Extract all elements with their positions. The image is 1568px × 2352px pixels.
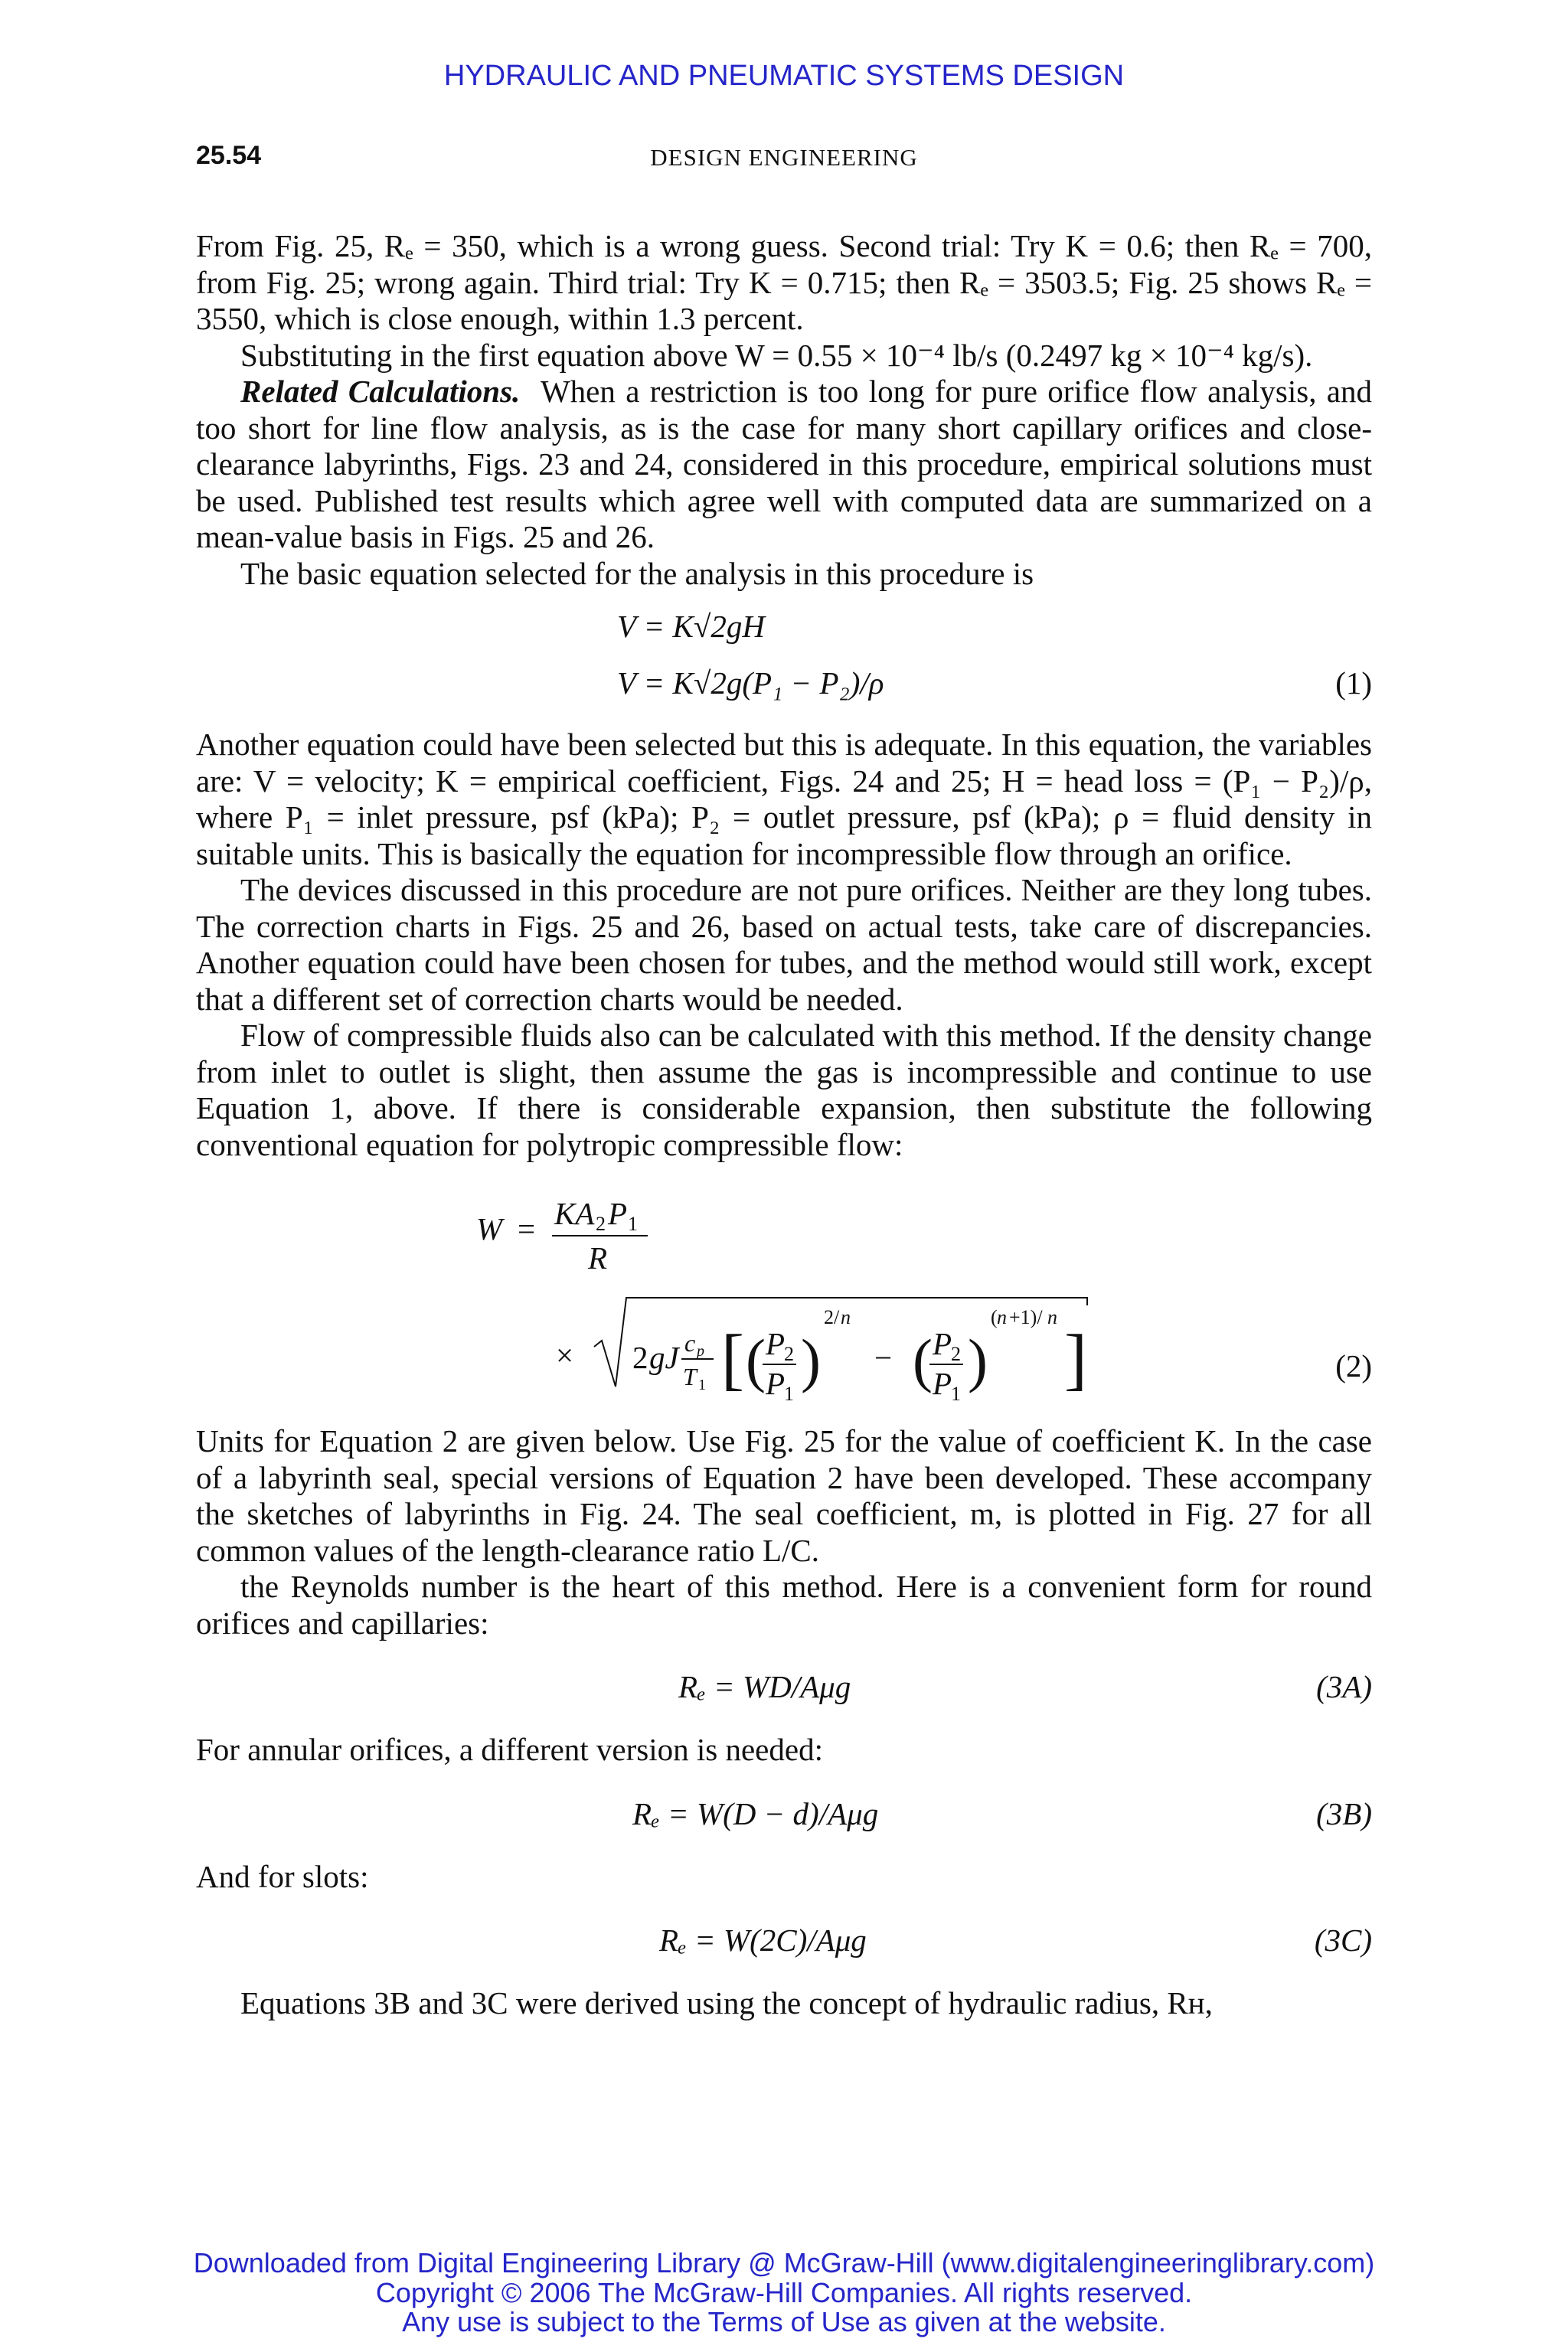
equation-1: [196, 662, 1372, 727]
svg-text:1: 1: [784, 1383, 794, 1405]
equation-2: [196, 1163, 1372, 1423]
svg-text:1: 1: [698, 1377, 706, 1393]
svg-text:×: ×: [556, 1338, 574, 1373]
equation-3b: [196, 1769, 1372, 1859]
svg-text:): ): [801, 1327, 821, 1393]
equation-text: V = K√2gH: [617, 609, 765, 644]
paragraph-reynolds: the Reynolds number is the heart of this method. Here is a convenient form for round orifices and capillaries:: [196, 1569, 1372, 1641]
equation-text: Rₑ = W(D − d)/Aμg: [632, 1795, 879, 1831]
svg-text:P: P: [766, 1366, 786, 1401]
svg-text:KA: KA: [554, 1196, 595, 1231]
svg-text:+1)/: +1)/: [1009, 1306, 1043, 1328]
footer-download-link[interactable]: Downloaded from Digital Engineering Library @ McGraw-Hill (www.digitalengineeringlibrary.com): [193, 2247, 1375, 2278]
svg-text:n: n: [1047, 1306, 1057, 1328]
equation-text: Rₑ = WD/Aμg: [678, 1669, 851, 1704]
equation-text: V = K√2g(P₁ − P₂)/ρ: [617, 665, 884, 701]
equation-text: Rₑ = W(2C)/Aμg: [659, 1922, 867, 1958]
paragraph-basic-equation: The basic equation selected for the analysis in this procedure is: [240, 555, 1034, 591]
svg-text:1: 1: [628, 1213, 638, 1235]
equation-3a: [196, 1642, 1372, 1732]
svg-text:2: 2: [632, 1340, 648, 1375]
equation-number: (1): [1335, 665, 1372, 701]
paragraph-hydraulic-radius: Equations 3B and 3C were derived using the concept of hydraulic radius, Rʜ,: [240, 1985, 1213, 2020]
equation-number: (3C): [1314, 1922, 1372, 1958]
equation-3c: [196, 1895, 1372, 1985]
svg-text:2/: 2/: [824, 1306, 840, 1328]
equation-number: (3A): [1316, 1669, 1372, 1704]
svg-text:n: n: [841, 1306, 851, 1328]
svg-text:p: p: [697, 1343, 704, 1360]
svg-text:P: P: [608, 1196, 628, 1231]
svg-text:(: (: [746, 1327, 766, 1393]
svg-text:2: 2: [596, 1213, 606, 1235]
paragraph-related-text: When a restriction is too long for pure orifice flow analysis, and too short for line flow analysis, as is the case for many short capillary orifices and close-clearance labyrinths, Figs. 23 and 24, considered in this procedure, empirical solutions must be used. Published test results which agree well with computed data are summarized on a mean-value basis in Figs. 25 and 26.: [196, 374, 1373, 554]
svg-text:1: 1: [951, 1383, 961, 1405]
paragraph-trials: From Fig. 25, Rₑ = 350, which is a wrong guess. Second trial: Try K = 0.6; then Rₑ = 700, from Fig. 25; wrong again. Third trial: Try K = 0.715; then Rₑ = 3503.5; Fig. 25 shows Rₑ = 3550, which is close enough, within 1.3 percent.: [196, 228, 1372, 336]
footer-copyright: Copyright © 2006 The McGraw-Hill Companies. All rights reserved.: [375, 2277, 1193, 2308]
svg-text:gJ: gJ: [649, 1340, 679, 1375]
paragraph-variables: Another equation could have been selected but this is adequate. In this equation, the variables are: V = velocity; K = empirical coefficient, Figs. 24 and 25; H = head loss = (P₁ − P₂)/ρ, where P₁ = inlet pressure, psf (kPa); P₂ = outlet pressure, psf (kPa); ρ = fluid density in suitable units. This is basically the equation for incompressible flow through an orifice.: [196, 727, 1372, 871]
svg-text:c: c: [684, 1329, 696, 1357]
svg-text:W: W: [476, 1211, 503, 1246]
paragraph-slots: And for slots:: [196, 1858, 369, 1894]
svg-text:−: −: [874, 1340, 893, 1375]
svg-text:=: =: [518, 1211, 536, 1246]
svg-text:P: P: [933, 1366, 952, 1401]
paragraph-related-calculations: [196, 374, 1372, 556]
equation-number: (2): [1335, 1348, 1372, 1383]
svg-text:R: R: [588, 1240, 608, 1276]
svg-text:P: P: [933, 1326, 952, 1361]
svg-text:n: n: [997, 1306, 1007, 1328]
svg-text:): ): [968, 1327, 988, 1393]
paragraph-annular: For annular orifices, a different version is needed:: [196, 1732, 823, 1767]
svg-text:T: T: [683, 1363, 697, 1390]
svg-text:]: ]: [1064, 1321, 1087, 1397]
svg-text:(: (: [913, 1327, 933, 1393]
book-title-banner: HYDRAULIC AND PNEUMATIC SYSTEMS DESIGN: [443, 60, 1125, 92]
running-head: DESIGN ENGINEERING: [650, 144, 918, 171]
footer-terms[interactable]: Any use is subject to the Terms of Use as given at the website.: [402, 2306, 1166, 2337]
equation-number: (3B): [1316, 1795, 1372, 1831]
paragraph-substituting: Substituting in the first equation above W = 0.55 × 10⁻⁴ lb/s (0.2497 kg × 10⁻⁴ kg/s).: [240, 337, 1313, 373]
svg-text:[: [: [721, 1321, 744, 1397]
run-in-heading: Related Calculations.: [240, 374, 521, 409]
page-number: 25.54: [196, 141, 262, 170]
paragraph-compressible: Flow of compressible fluids also can be calculated with this method. If the density change from inlet to outlet is slight, then assume the gas is incompressible and continue to use Equation 1, above. If there is considerable expansion, then substitute the following conventional equation for polytropic compressible flow:: [196, 1018, 1372, 1162]
paragraph-units: Units for Equation 2 are given below. Use Fig. 25 for the value of coefficient K. In the case of a labyrinth seal, special versions of Equation 2 have been developed. These accompany the sketches of labyrinths in Fig. 24. The seal coefficient, m, is plotted in Fig. 27 for all common values of the length-clearance ratio L/C.: [196, 1423, 1372, 1568]
paragraph-devices: The devices discussed in this procedure are not pure orifices. Neither are they long tubes. The correction charts in Figs. 25 and 26, based on actual tests, take care of discrepancies. Another equation could have been chosen for tubes, and the method would still work, except that a different set of correction charts would be needed.: [196, 872, 1372, 1017]
svg-text:P: P: [766, 1326, 786, 1361]
svg-text:2: 2: [784, 1343, 794, 1365]
equation-velocity-head: [196, 598, 1372, 662]
svg-text:2: 2: [951, 1343, 961, 1365]
equation-2-graphic: [196, 1163, 1372, 1423]
page-body: [196, 228, 1372, 2022]
svg-text:(: (: [991, 1306, 998, 1328]
